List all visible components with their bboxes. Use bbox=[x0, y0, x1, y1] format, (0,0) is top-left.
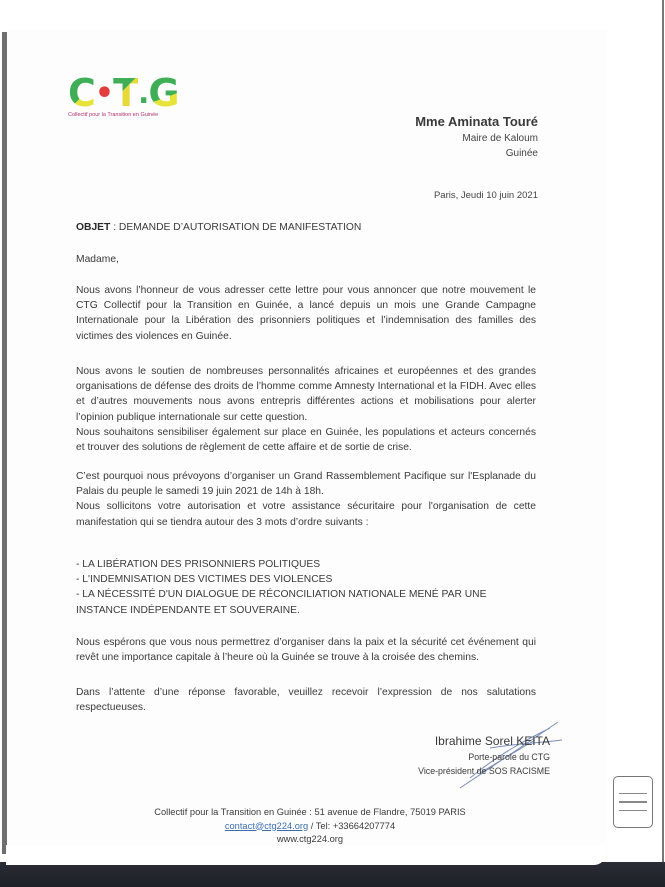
footer-address: Collectif pour la Transition en Guinée : 51 avenue de Flandre, 75019 PARIS bbox=[154, 807, 466, 817]
footer-phone: / Tel: +33664207774 bbox=[308, 820, 396, 831]
paragraph-closing: Dans l’attente d’une réponse favorable, veuillez recevoir l’expression de nos salutations respectueuses. bbox=[76, 687, 536, 714]
paragraph-support-text: Nous avons le soutien de nombreuses personnalités africaines et européennes et des grandes organisations de défense des droits de l’homme comme Amnesty International et la FIDH. Avec elles et d’autres mouvements nous avons entrepris différentes actions et mobilisations pour alerter l’opinion publique internationale sur cette question. bbox=[76, 366, 536, 423]
demand-item: - LA LIBÉRATION DES PRISONNIERS POLITIQUES bbox=[76, 559, 321, 570]
recipient-title: Maire de Kaloum bbox=[462, 133, 538, 144]
letter-subject bbox=[76, 220, 536, 235]
letter-footer bbox=[130, 806, 490, 847]
paragraph-hope: Nous espérons que vous nous permettrez d’organiser dans la paix et la sécurité cet événement qui revêt une importance capitale à l’heure où la Guinée se trouve à la croisée des chemins. bbox=[76, 637, 536, 664]
demands-list bbox=[76, 557, 536, 618]
hamburger-menu-button[interactable] bbox=[613, 776, 653, 828]
subject-text: : DEMANDE D’AUTORISATION DE MANIFESTATION bbox=[110, 222, 362, 233]
logo-guinea-map-icon: • bbox=[94, 76, 114, 111]
viewer-border-right bbox=[662, 0, 664, 887]
hamburger-menu-icon bbox=[619, 801, 647, 803]
ctg-logo bbox=[68, 71, 180, 125]
hamburger-menu-icon bbox=[619, 810, 647, 812]
logo-letter-t: T bbox=[113, 71, 138, 115]
paragraph-gathering bbox=[76, 469, 536, 530]
signatory-role-vice-president: Vice-président de SOS RACISME bbox=[418, 766, 550, 776]
recipient-block bbox=[415, 113, 538, 161]
signature-block bbox=[418, 733, 550, 778]
recipient-name: Mme Aminata Touré bbox=[415, 114, 538, 129]
footer-website: www.ctg224.org bbox=[276, 834, 344, 844]
paragraph-support bbox=[76, 364, 536, 455]
paragraph-request-text: Nous sollicitons votre autorisation et votre assistance sécuritaire pour l'organisation de cette manifestation qui se tiendra autour des 3 mots d’ordre suivants : bbox=[76, 501, 536, 528]
recipient-country: Guinée bbox=[505, 148, 538, 159]
hamburger-menu-icon bbox=[619, 793, 647, 795]
logo-letter-c: C bbox=[68, 71, 95, 115]
logo-letter-g: G bbox=[148, 71, 179, 115]
paragraph-awareness-text: Nous souhaitons sensibiliser également sur place en Guinée, les populations et acteurs concernés et trouver des solutions de règlement de cette affaire et de sortie de crise. bbox=[76, 426, 536, 454]
logo-tagline: Collectif pour la Transition en Guinée bbox=[68, 112, 159, 118]
signatory-role-spokesperson: Porte-parole du CTG bbox=[468, 752, 550, 762]
demand-item: - L'INDEMNISATION DES VICTIMES DES VIOLENCES bbox=[76, 574, 333, 586]
footer-email-link[interactable]: contact@ctg224.org bbox=[224, 820, 309, 831]
subject-label: OBJET bbox=[76, 222, 111, 233]
footer-contact-line bbox=[130, 820, 490, 834]
signatory-name: Ibrahime Sorel KEITA bbox=[434, 734, 550, 748]
paragraph-gathering-text: C’est pourquoi nous prévoyons d’organiser un Grand Rassemblement Pacifique sur l'Esplanade du Palais du peuple le samedi 19 juin 2021 de 14h à 18h. bbox=[76, 471, 536, 498]
salutation: Madame, bbox=[76, 254, 119, 265]
paragraph-campaign: Nous avons l’honneur de vous adresser cette lettre pour vous annoncer que notre mouvement le CTG Collectif pour la Transition en Guinée, a lancé depuis un mois une Grande Campagne Internationale pour la Libération des prisonniers politiques et l’indemnisation des familles des victimes des violences en Guinée. bbox=[76, 285, 536, 342]
letter-date: Paris, Jeudi 10 juin 2021 bbox=[433, 190, 538, 201]
logo-dot: . bbox=[138, 76, 149, 111]
paper-bottom-edge bbox=[6, 845, 606, 865]
scan-background-bottom bbox=[0, 862, 665, 887]
demand-item: - LA NÉCESSITÉ D'UN DIALOGUE DE RÉCONCILIATION NATIONALE MENÉ PAR UNE INSTANCE INDÉPENDANTE ET SOUVERAINE. bbox=[76, 589, 487, 616]
